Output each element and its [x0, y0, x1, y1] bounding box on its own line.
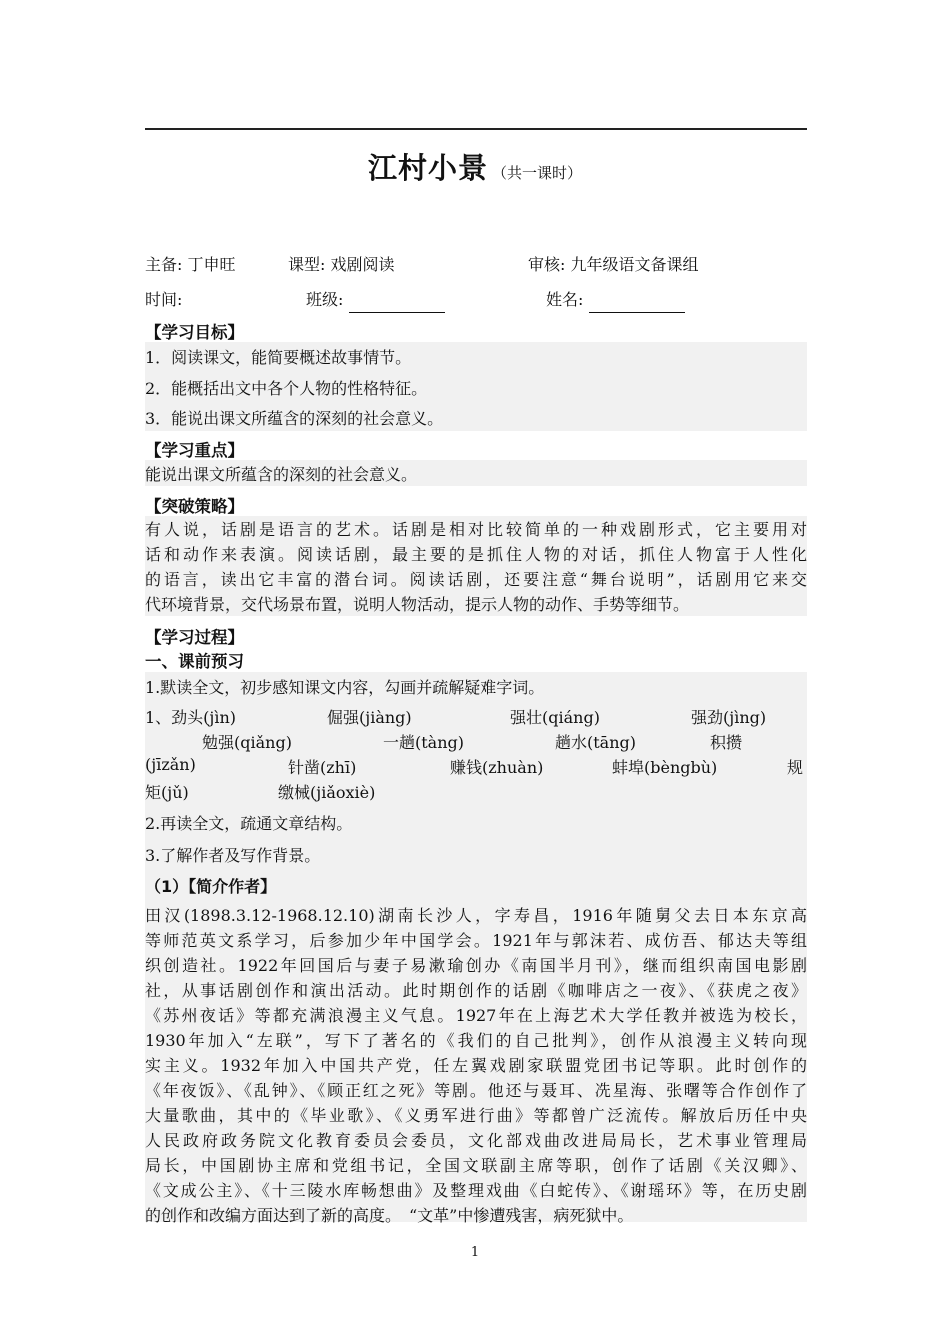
author-line: 社，从事话剧创作和演出活动。此时期创作的话剧《咖啡店之一夜》、《获虎之夜》 — [145, 981, 807, 1000]
meta-preparer: 主备: 丁申旺 — [145, 255, 236, 274]
vocab-word: 规 — [787, 758, 804, 777]
page-title — [0, 146, 950, 187]
step-2: 2.再读全文，疏通文章结构。 — [145, 814, 353, 833]
author-line: 织创造社。1922年回国后与妻子易漱瑜创办《南国半月刊》，继而组织南国电影剧 — [145, 956, 807, 975]
author-line: 的创作和改编方面达到了新的高度。 “文革”中惨遭残害，病死狱中。 — [145, 1206, 634, 1225]
vocab-word: (jīzǎn) — [145, 755, 196, 774]
name-label: 姓名: — [546, 290, 584, 309]
author-line: 田汉(1898.3.12-1968.12.10)湖南长沙人，字寿昌，1916年随舅父去日本东京高 — [145, 906, 807, 925]
vocab-word: 积攒 — [710, 733, 743, 752]
vocab-word: 矩(jǔ) — [145, 783, 189, 802]
author-line: 实主义。1932年加入中国共产党，任左翼戏剧家联盟党团书记等职。此时创作的 — [145, 1056, 807, 1075]
strategy-line: 代环境背景，交代场景布置，说明人物活动，提示人物的动作、手势等细节。 — [145, 595, 690, 614]
vocab-word: 强壮(qiáng) — [510, 708, 600, 727]
title-sub: （共一课时） — [492, 164, 583, 182]
meta-lesson-type: 课型: 戏剧阅读 — [288, 255, 395, 274]
focus-heading: 【学习重点】 — [145, 441, 244, 460]
author-line: 大量歌曲，其中的《毕业歌》、《义勇军进行曲》等都曾广泛流传。解放后历任中央 — [145, 1106, 807, 1125]
author-line: 《年夜饭》、《乱钟》、《顾正红之死》等剧。他还与聂耳、冼星海、张曙等合作创作了 — [145, 1081, 807, 1100]
vocab-word: 勉强(qiǎng) — [202, 733, 292, 752]
step-1: 1.默读全文，初步感知课文内容，勾画并疏解疑难字词。 — [145, 678, 545, 697]
author-line: 等师范英文系学习，后参加少年中国学会。1921年与郭沫若、成仿吾、郁达夫等组 — [145, 931, 807, 950]
vocab-word: 缴械(jiǎoxiè) — [278, 783, 376, 802]
objective-item: 2．能概括出文中各个人物的性格特征。 — [145, 379, 428, 398]
meta-class — [306, 287, 445, 313]
page-number: 1 — [470, 1245, 480, 1260]
author-line: 1930年加入“左联”，写下了著名的《我们的自己批判》，创作从浪漫主义转向现 — [145, 1031, 807, 1050]
section-preview-heading: 一、课前预习 — [145, 652, 244, 671]
vocab-word: 蚌埠(bèngbù) — [612, 758, 718, 777]
meta-reviewer: 审核: 九年级语文备课组 — [528, 255, 699, 274]
vocab-word: 倔强(jiàng) — [327, 708, 412, 727]
class-label: 班级: — [306, 290, 344, 309]
vocab-word: 针凿(zhī) — [288, 758, 357, 777]
vocab-word: 强劲(jìng) — [691, 708, 767, 727]
strategy-line: 的语言，读出它丰富的潜台词。阅读话剧，还要注意“舞台说明”，话剧用它来交 — [145, 570, 807, 589]
meta-name — [546, 287, 685, 313]
strategy-line: 有人说，话剧是语言的艺术。话剧是相对比较简单的一种戏剧形式，它主要用对 — [145, 520, 807, 539]
author-line: 局长，中国剧协主席和党组书记，全国文联副主席等职，创作了话剧《关汉卿》、 — [145, 1156, 807, 1175]
strategy-heading: 【突破策略】 — [145, 497, 244, 516]
step-3: 3.了解作者及写作背景。 — [145, 846, 321, 865]
strategy-line: 话和动作来表演。阅读话剧，最主要的是抓住人物的对话，抓住人物富于人性化 — [145, 545, 807, 564]
vocab-word: 一趟(tàng) — [383, 733, 465, 752]
vocab-word: 趟水(tāng) — [555, 733, 637, 752]
name-blank — [589, 293, 685, 313]
objectives-heading: 【学习目标】 — [145, 323, 244, 342]
meta-time-label: 时间: — [145, 290, 183, 309]
process-heading: 【学习过程】 — [145, 628, 244, 647]
header-rule — [145, 128, 807, 130]
title-main: 江村小景 — [367, 151, 488, 185]
vocab-word: 赚钱(zhuàn) — [450, 758, 544, 777]
author-line: 《文成公主》、《十三陵水库畅想曲》及整理戏曲《白蛇传》、《谢瑶环》等，在历史剧 — [145, 1181, 807, 1200]
objective-item: 1．阅读课文，能简要概述故事情节。 — [145, 348, 412, 367]
author-line: 《苏州夜话》等都充满浪漫主义气息。1927年在上海艺术大学任教并被选为校长， — [145, 1006, 807, 1025]
author-heading: （1）【简介作者】 — [145, 877, 277, 896]
objective-item: 3．能说出课文所蕴含的深刻的社会意义。 — [145, 409, 444, 428]
focus-text: 能说出课文所蕴含的深刻的社会意义。 — [145, 465, 418, 484]
vocab-word: 1、劲头(jìn) — [145, 708, 237, 727]
class-blank — [349, 293, 445, 313]
author-line: 人民政府政务院文化教育委员会委员，文化部戏曲改进局局长，艺术事业管理局 — [145, 1131, 807, 1150]
